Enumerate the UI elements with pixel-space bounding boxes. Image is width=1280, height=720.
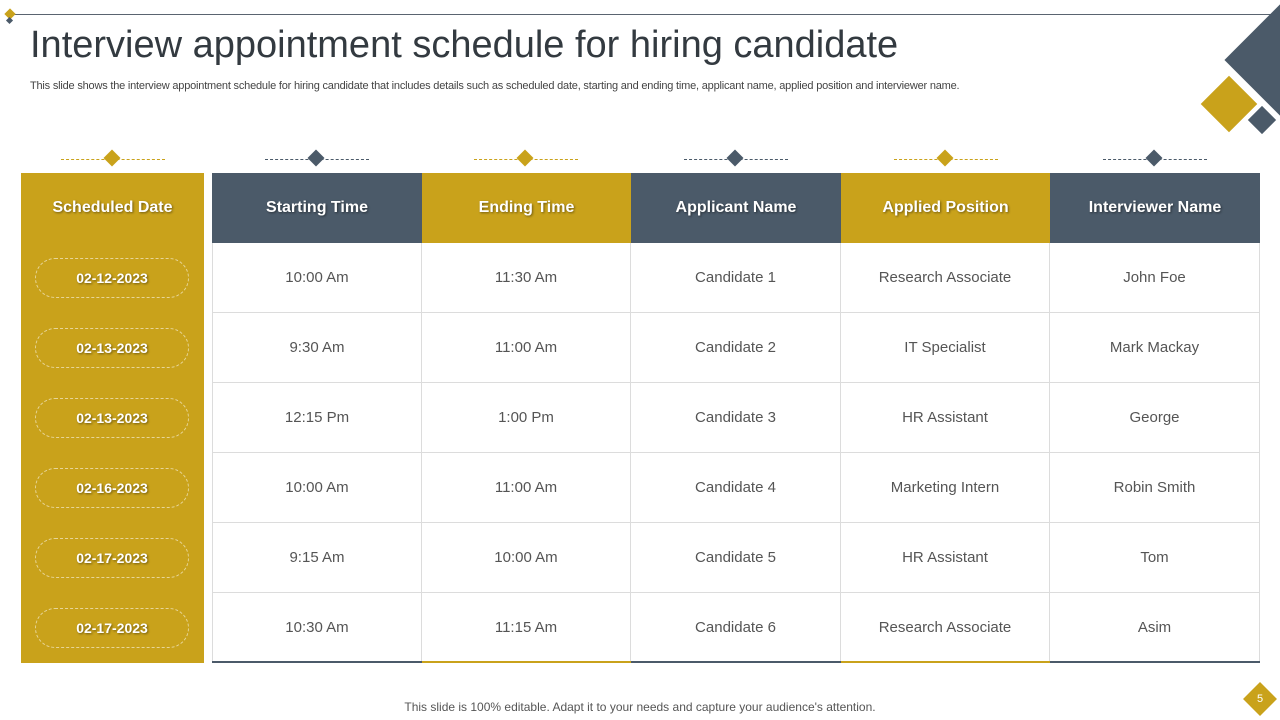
table-cell: 11:15 Am [422, 593, 631, 663]
date-pill: 02-17-2023 [35, 608, 189, 648]
table-cell: George [1050, 383, 1260, 453]
header-applicant-name: Applicant Name [631, 173, 841, 243]
table-cell: Tom [1050, 523, 1260, 593]
table-cell: 11:00 Am [422, 313, 631, 383]
table-cell: Robin Smith [1050, 453, 1260, 523]
table-cell: 10:30 Am [212, 593, 422, 663]
table-cell: Marketing Intern [841, 453, 1050, 523]
top-rule [12, 14, 1280, 15]
bottom-accent-bar [631, 661, 841, 663]
column-marker-end-icon [474, 151, 578, 167]
bottom-accent-bar [1050, 661, 1260, 663]
table-cell: John Foe [1050, 243, 1260, 313]
table-cell: 1:00 Pm [422, 383, 631, 453]
table-cell: Asim [1050, 593, 1260, 663]
column-marker-start-icon [265, 151, 369, 167]
table-cell: 10:00 Am [212, 453, 422, 523]
table-cell: 10:00 Am [422, 523, 631, 593]
table-cell: Candidate 5 [631, 523, 841, 593]
date-pill: 02-12-2023 [35, 258, 189, 298]
table-cell: 11:30 Am [422, 243, 631, 313]
header-interviewer-name: Interviewer Name [1050, 173, 1260, 243]
table-cell: 10:00 Am [212, 243, 422, 313]
table-cell: Research Associate [841, 593, 1050, 663]
page-number: 5 [1256, 693, 1264, 705]
scheduled-date-column [21, 173, 204, 663]
header-starting-time: Starting Time [212, 173, 422, 243]
slide-subtitle: This slide shows the interview appointment schedule for hiring candidate that includes details such as scheduled date, starting and ending time, applicant name, applied position and interviewer name. [30, 80, 960, 92]
footer-note: This slide is 100% editable. Adapt it to your needs and capture your audience's attention. [404, 700, 876, 714]
schedule-table [212, 173, 1260, 663]
table-cell: Candidate 3 [631, 383, 841, 453]
column-marker-position-icon [894, 151, 998, 167]
table-cell: HR Assistant [841, 523, 1050, 593]
table-cell: 9:15 Am [212, 523, 422, 593]
corner-diamond-small-icon [1248, 106, 1276, 134]
date-pill: 02-13-2023 [35, 328, 189, 368]
date-pill: 02-17-2023 [35, 538, 189, 578]
table-cell: 9:30 Am [212, 313, 422, 383]
table-cell: Candidate 4 [631, 453, 841, 523]
table-cell: 11:00 Am [422, 453, 631, 523]
top-small-diamond-icon [6, 17, 13, 24]
header-ending-time: Ending Time [422, 173, 631, 243]
scheduled-date-header: Scheduled Date [52, 199, 173, 216]
table-cell: Mark Mackay [1050, 313, 1260, 383]
table-cell: Candidate 2 [631, 313, 841, 383]
bottom-accent-bar [212, 661, 422, 663]
date-pill: 02-16-2023 [35, 468, 189, 508]
table-cell: Candidate 6 [631, 593, 841, 663]
table-cell: IT Specialist [841, 313, 1050, 383]
table-cell: Research Associate [841, 243, 1050, 313]
table-cell: Candidate 1 [631, 243, 841, 313]
table-cell: HR Assistant [841, 383, 1050, 453]
bottom-accent-bar [841, 661, 1050, 663]
table-cell: 12:15 Pm [212, 383, 422, 453]
slide-title: Interview appointment schedule for hiring candidate [30, 24, 899, 66]
date-pill: 02-13-2023 [35, 398, 189, 438]
bottom-accent-bar [422, 661, 631, 663]
header-applied-position: Applied Position [841, 173, 1050, 243]
column-marker-interviewer-icon [1103, 151, 1207, 167]
column-marker-date-icon [61, 151, 165, 167]
column-marker-applicant-icon [684, 151, 788, 167]
